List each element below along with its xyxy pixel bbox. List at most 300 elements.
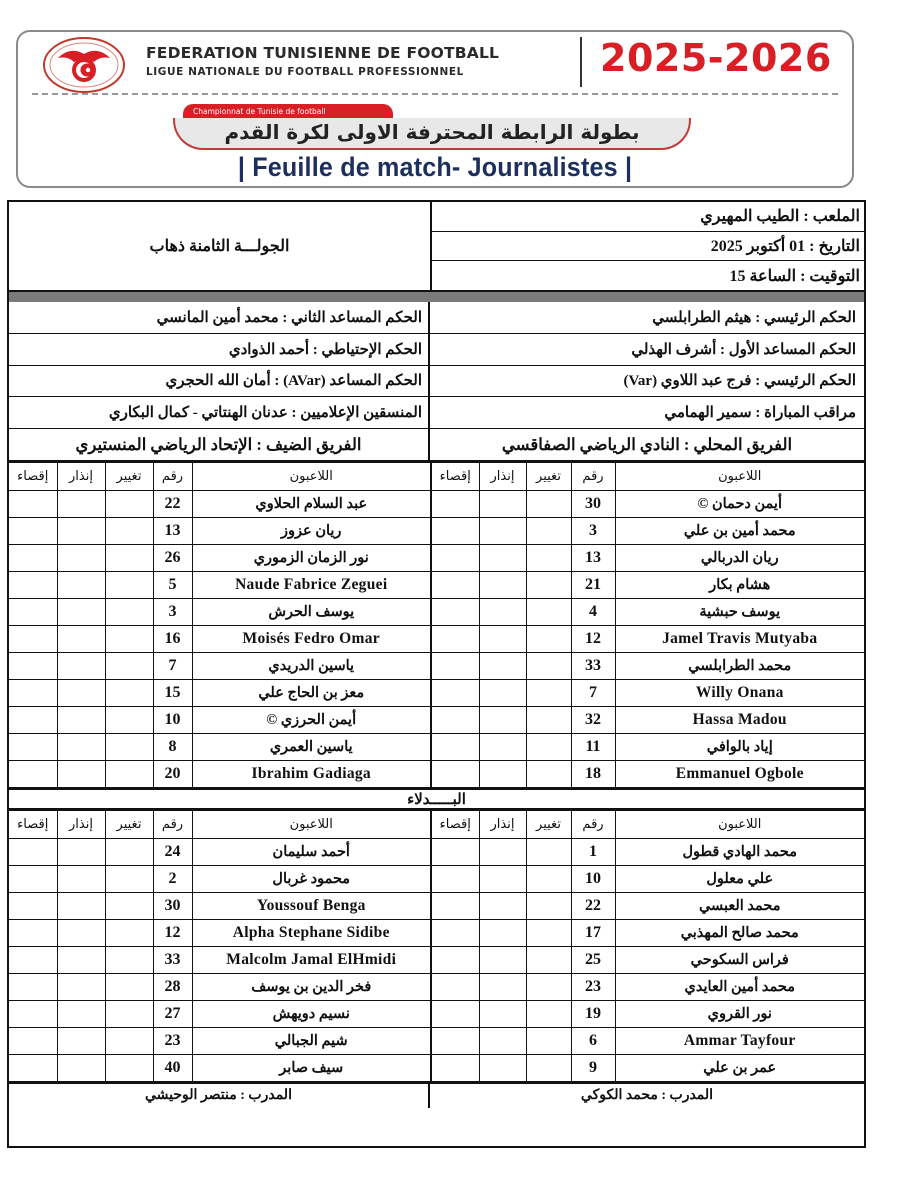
player-row [9,680,430,707]
expulsion-cell[interactable] [432,947,479,974]
expulsion-cell[interactable] [9,734,57,761]
player-name: ريان الدربالي [615,545,864,572]
player-row [9,1001,430,1028]
player-number: 7 [153,653,192,680]
change-cell[interactable] [105,680,153,707]
player-row [9,866,430,893]
player-number: 13 [153,518,192,545]
player-row [9,572,430,599]
player-row [432,491,864,518]
expulsion-cell[interactable] [9,1028,57,1055]
ftf-logo-icon [42,36,126,94]
player-number: 21 [571,572,615,599]
change-cell[interactable] [526,491,571,518]
warning-cell[interactable] [57,1001,105,1028]
player-row [432,920,864,947]
player-number: 40 [153,1055,192,1082]
expulsion-cell[interactable] [9,1055,57,1082]
expulsion-cell[interactable] [9,518,57,545]
player-number: 23 [153,1028,192,1055]
expulsion-cell[interactable] [432,839,479,866]
expulsion-cell[interactable] [432,491,479,518]
player-number: 22 [153,491,192,518]
expulsion-cell[interactable] [432,572,479,599]
change-cell[interactable] [526,707,571,734]
player-name: Naude Fabrice Zeguei [192,572,430,599]
warning-cell[interactable] [479,1001,526,1028]
change-cell[interactable] [526,653,571,680]
media-coordinators: المنسقين الإعلاميين : عدنان الهنتاتي - كمال البكاري [9,397,430,428]
column-header-warning: إنذار [57,463,105,491]
warning-cell[interactable] [479,866,526,893]
player-number: 32 [571,707,615,734]
player-number: 13 [571,545,615,572]
warning-cell[interactable] [479,920,526,947]
warning-cell[interactable] [57,920,105,947]
officials-block [7,302,866,462]
player-name: Ammar Tayfour [615,1028,864,1055]
change-cell[interactable] [526,572,571,599]
expulsion-cell[interactable] [432,974,479,1001]
column-header-change: تغيير [526,811,571,839]
column-header-warning: إنذار [479,811,526,839]
player-number: 15 [153,680,192,707]
expulsion-cell[interactable] [9,839,57,866]
column-header-players: اللاعبون [615,463,864,491]
player-name: محمد العبسي [615,893,864,920]
player-row [9,839,430,866]
player-number: 5 [153,572,192,599]
expulsion-cell[interactable] [432,1028,479,1055]
header-banner [16,30,854,188]
warning-cell[interactable] [479,491,526,518]
warning-cell[interactable] [57,626,105,653]
player-name: أيمن الحرزي © [192,707,430,734]
player-name: سيف صابر [192,1055,430,1082]
avar-referee: الحكم المساعد (AVar) : أمان الله الحجري [9,366,430,397]
change-cell[interactable] [526,761,571,788]
warning-cell[interactable] [479,599,526,626]
expulsion-cell[interactable] [432,518,479,545]
expulsion-cell[interactable] [9,491,57,518]
column-header-warning: إنذار [479,463,526,491]
player-number: 24 [153,839,192,866]
home-team-label: الفريق المحلي : النادي الرياضي الصفاقسي [501,434,793,454]
warning-cell[interactable] [479,653,526,680]
main-referee: الحكم الرئيسي : هيثم الطرابلسي [652,309,856,326]
warning-cell[interactable] [57,761,105,788]
player-number: 28 [153,974,192,1001]
warning-cell[interactable] [479,839,526,866]
expulsion-cell[interactable] [432,920,479,947]
change-cell[interactable] [526,599,571,626]
player-number: 25 [571,947,615,974]
away-starters-table [9,462,430,788]
warning-cell[interactable] [57,572,105,599]
change-cell[interactable] [105,761,153,788]
player-name: محمد الهادي قطول [615,839,864,866]
column-header-expulsion: إقصاء [432,811,479,839]
player-number: 23 [571,974,615,1001]
change-cell[interactable] [526,734,571,761]
change-cell[interactable] [526,974,571,1001]
change-cell[interactable] [105,491,153,518]
column-header-players: اللاعبون [615,811,864,839]
change-cell[interactable] [105,518,153,545]
player-name: معز بن الحاج علي [192,680,430,707]
change-cell[interactable] [105,734,153,761]
change-cell[interactable] [526,1028,571,1055]
expulsion-cell[interactable] [9,599,57,626]
player-name: أحمد سليمان [192,839,430,866]
player-row [9,545,430,572]
warning-cell[interactable] [479,572,526,599]
player-number: 30 [571,491,615,518]
player-number: 33 [153,947,192,974]
column-header-players: اللاعبون [192,811,430,839]
player-number: 27 [153,1001,192,1028]
change-cell[interactable] [105,920,153,947]
expulsion-cell[interactable] [9,545,57,572]
player-number: 2 [153,866,192,893]
player-number: 11 [571,734,615,761]
player-number: 8 [153,734,192,761]
warning-cell[interactable] [479,947,526,974]
column-header-number: رقم [153,463,192,491]
match-info [7,200,866,292]
players-block [7,462,866,1148]
change-cell[interactable] [526,866,571,893]
column-header-change: تغيير [105,811,153,839]
change-cell[interactable] [105,707,153,734]
player-number: 9 [571,1055,615,1082]
championship-tag: Championnat de Tunisie de football [183,104,393,120]
player-number: 17 [571,920,615,947]
change-cell[interactable] [526,518,571,545]
warning-cell[interactable] [479,518,526,545]
federation-name: FEDERATION TUNISIENNE DE FOOTBALL [146,44,500,62]
player-name: نور الزمان الزموري [192,545,430,572]
player-name: محمد أمين العايدي [615,974,864,1001]
warning-cell[interactable] [57,491,105,518]
expulsion-cell[interactable] [432,626,479,653]
column-header-expulsion: إقصاء [432,463,479,491]
player-row [9,1055,430,1082]
player-row [9,947,430,974]
substitutes-header: البـــــدلاء [9,788,864,810]
change-cell[interactable] [105,1055,153,1082]
change-cell[interactable] [105,1001,153,1028]
league-name: LIGUE NATIONALE DU FOOTBALL PROFESSIONNEL [146,66,464,78]
warning-cell[interactable] [479,893,526,920]
warning-cell[interactable] [479,1028,526,1055]
expulsion-cell[interactable] [432,1001,479,1028]
expulsion-cell[interactable] [432,680,479,707]
expulsion-cell[interactable] [432,761,479,788]
change-cell[interactable] [105,947,153,974]
player-name: Moisés Fedro Omar [192,626,430,653]
player-name: شيم الجبالي [192,1028,430,1055]
away-coach: المدرب : منتصر الوحيشي [9,1084,430,1108]
player-number: 16 [153,626,192,653]
player-row [432,1055,864,1082]
warning-cell[interactable] [57,1028,105,1055]
section-divider [7,292,866,302]
warning-cell[interactable] [57,545,105,572]
player-row [9,491,430,518]
player-number: 33 [571,653,615,680]
change-cell[interactable] [105,839,153,866]
column-header-number: رقم [571,811,615,839]
player-name: أيمن دحمان © [615,491,864,518]
expulsion-cell[interactable] [9,920,57,947]
player-number: 3 [153,599,192,626]
player-number: 19 [571,1001,615,1028]
change-cell[interactable] [105,866,153,893]
sheet-title: | Feuille de match- Journalistes | [237,152,633,182]
player-row [432,653,864,680]
warning-cell[interactable] [479,1055,526,1082]
player-row [9,599,430,626]
column-header-players: اللاعبون [192,463,430,491]
table-header-row [9,811,430,839]
player-number: 12 [571,626,615,653]
player-row [9,518,430,545]
away-team-label: الفريق الضيف : الإتحاد الرياضي المنستيري [9,429,430,460]
warning-cell[interactable] [479,626,526,653]
warning-cell[interactable] [479,680,526,707]
home-coach: المدرب : محمد الكوكي [580,1088,714,1103]
player-row [432,839,864,866]
player-row [9,920,430,947]
player-row [432,761,864,788]
warning-cell[interactable] [57,518,105,545]
player-name: إياد بالوافي [615,734,864,761]
warning-cell[interactable] [57,680,105,707]
first-assistant-referee: الحكم المساعد الأول : أشرف الهذلي [631,341,856,358]
player-row [432,947,864,974]
expulsion-cell[interactable] [9,707,57,734]
column-header-number: رقم [153,811,192,839]
warning-cell[interactable] [57,653,105,680]
home-starters-table [432,462,864,788]
change-cell[interactable] [526,626,571,653]
player-name: ياسين الدريدي [192,653,430,680]
warning-cell[interactable] [479,734,526,761]
expulsion-cell[interactable] [432,545,479,572]
player-number: 3 [571,518,615,545]
table-header-row [432,811,864,839]
player-row [432,626,864,653]
expulsion-cell[interactable] [9,761,57,788]
player-row [9,761,430,788]
player-name: عمر بن علي [615,1055,864,1082]
player-row [9,707,430,734]
player-number: 7 [571,680,615,707]
player-name: Willy Onana [615,680,864,707]
player-number: 20 [153,761,192,788]
expulsion-cell[interactable] [9,680,57,707]
change-cell[interactable] [526,947,571,974]
player-name: محمود غربال [192,866,430,893]
column-header-change: تغيير [105,463,153,491]
change-cell[interactable] [105,893,153,920]
var-referee: الحكم الرئيسي : فرج عبد اللاوي (Var) [623,373,856,390]
warning-cell[interactable] [57,947,105,974]
substitutes-section [9,810,864,1082]
change-cell[interactable] [105,974,153,1001]
player-number: 1 [571,839,615,866]
player-number: 26 [153,545,192,572]
change-cell[interactable] [105,572,153,599]
change-cell[interactable] [105,1028,153,1055]
player-name: Youssouf Benga [192,893,430,920]
player-name: ريان عزوز [192,518,430,545]
player-row [9,653,430,680]
change-cell[interactable] [105,545,153,572]
header-divider [580,37,582,87]
player-number: 12 [153,920,192,947]
player-name: محمد الطرابلسي [615,653,864,680]
player-name: نور القروي [615,1001,864,1028]
player-row [432,599,864,626]
change-cell[interactable] [526,893,571,920]
match-date: التاريخ : 01 أكتوبر 2025 [432,232,864,262]
player-number: 10 [153,707,192,734]
expulsion-cell[interactable] [432,1055,479,1082]
player-number: 6 [571,1028,615,1055]
player-row [9,893,430,920]
stadium: الملعب : الطيب المهيري [432,202,864,232]
table-header-row [432,463,864,491]
coaches-row [9,1082,864,1108]
warning-cell[interactable] [57,893,105,920]
expulsion-cell[interactable] [9,1001,57,1028]
away-subs-table [9,810,430,1082]
change-cell[interactable] [105,599,153,626]
match-time: التوقيت : الساعة 15 [729,267,860,285]
expulsion-cell[interactable] [9,626,57,653]
warning-cell[interactable] [57,866,105,893]
player-name: عبد السلام الحلاوي [192,491,430,518]
player-name: Alpha Stephane Sidibe [192,920,430,947]
change-cell[interactable] [105,626,153,653]
player-row [9,1028,430,1055]
league-arabic-title: بطولة الرابطة المحترفة الاولى لكرة القدم [173,118,691,150]
player-row [432,893,864,920]
second-assistant-referee: الحكم المساعد الثاني : محمد أمين المانسي [9,302,430,333]
change-cell[interactable] [526,920,571,947]
player-name: فراس السكوحي [615,947,864,974]
column-header-expulsion: إقصاء [9,463,57,491]
expulsion-cell[interactable] [432,599,479,626]
change-cell[interactable] [526,545,571,572]
player-row [9,734,430,761]
column-header-change: تغيير [526,463,571,491]
player-name: محمد أمين بن علي [615,518,864,545]
warning-cell[interactable] [479,974,526,1001]
expulsion-cell[interactable] [432,707,479,734]
starters-section [9,462,864,788]
player-row [432,545,864,572]
player-row [432,518,864,545]
warning-cell[interactable] [57,974,105,1001]
player-name: محمد صالح المهذبي [615,920,864,947]
warning-cell[interactable] [57,734,105,761]
player-name: يوسف حبشية [615,599,864,626]
expulsion-cell[interactable] [9,974,57,1001]
player-name: هشام بكار [615,572,864,599]
player-row [9,626,430,653]
player-name: Emmanuel Ogbole [615,761,864,788]
expulsion-cell[interactable] [9,653,57,680]
expulsion-cell[interactable] [9,572,57,599]
player-name: فخر الدين بن يوسف [192,974,430,1001]
player-number: 22 [571,893,615,920]
player-number: 30 [153,893,192,920]
column-header-expulsion: إقصاء [9,811,57,839]
expulsion-cell[interactable] [432,893,479,920]
player-row [432,707,864,734]
season-label: 2025-2026 [600,36,832,80]
expulsion-cell[interactable] [432,653,479,680]
change-cell[interactable] [105,653,153,680]
column-header-number: رقم [571,463,615,491]
warning-cell[interactable] [479,707,526,734]
player-name: Ibrahim Gadiaga [192,761,430,788]
player-number: 10 [571,866,615,893]
warning-cell[interactable] [57,707,105,734]
expulsion-cell[interactable] [9,866,57,893]
warning-cell[interactable] [57,1055,105,1082]
expulsion-cell[interactable] [9,893,57,920]
change-cell[interactable] [526,680,571,707]
fourth-official: الحكم الإحتياطي : أحمد الذوادي [9,334,430,365]
expulsion-cell[interactable] [432,734,479,761]
change-cell[interactable] [526,1001,571,1028]
table-header-row [9,463,430,491]
player-number: 18 [571,761,615,788]
warning-cell[interactable] [479,545,526,572]
player-row [432,680,864,707]
player-row [432,572,864,599]
player-name: نسيم دويهش [192,1001,430,1028]
player-name: علي معلول [615,866,864,893]
player-name: Hassa Madou [615,707,864,734]
player-row [432,1028,864,1055]
warning-cell[interactable] [57,599,105,626]
expulsion-cell[interactable] [9,947,57,974]
player-number: 4 [571,599,615,626]
change-cell[interactable] [526,1055,571,1082]
change-cell[interactable] [526,839,571,866]
home-subs-table [432,810,864,1082]
warning-cell[interactable] [479,761,526,788]
player-name: Jamel Travis Mutyaba [615,626,864,653]
player-row [9,974,430,1001]
player-row [432,734,864,761]
expulsion-cell[interactable] [432,866,479,893]
player-name: يوسف الحرش [192,599,430,626]
player-row [432,1001,864,1028]
warning-cell[interactable] [57,839,105,866]
match-commissioner: مراقب المباراة : سمير الهمامي [664,405,856,422]
player-row [432,866,864,893]
player-name: Malcolm Jamal ElHmidi [192,947,430,974]
dashed-divider [32,93,838,95]
player-row [432,974,864,1001]
round-label: الجولـــة الثامنة ذهاب [9,202,432,290]
